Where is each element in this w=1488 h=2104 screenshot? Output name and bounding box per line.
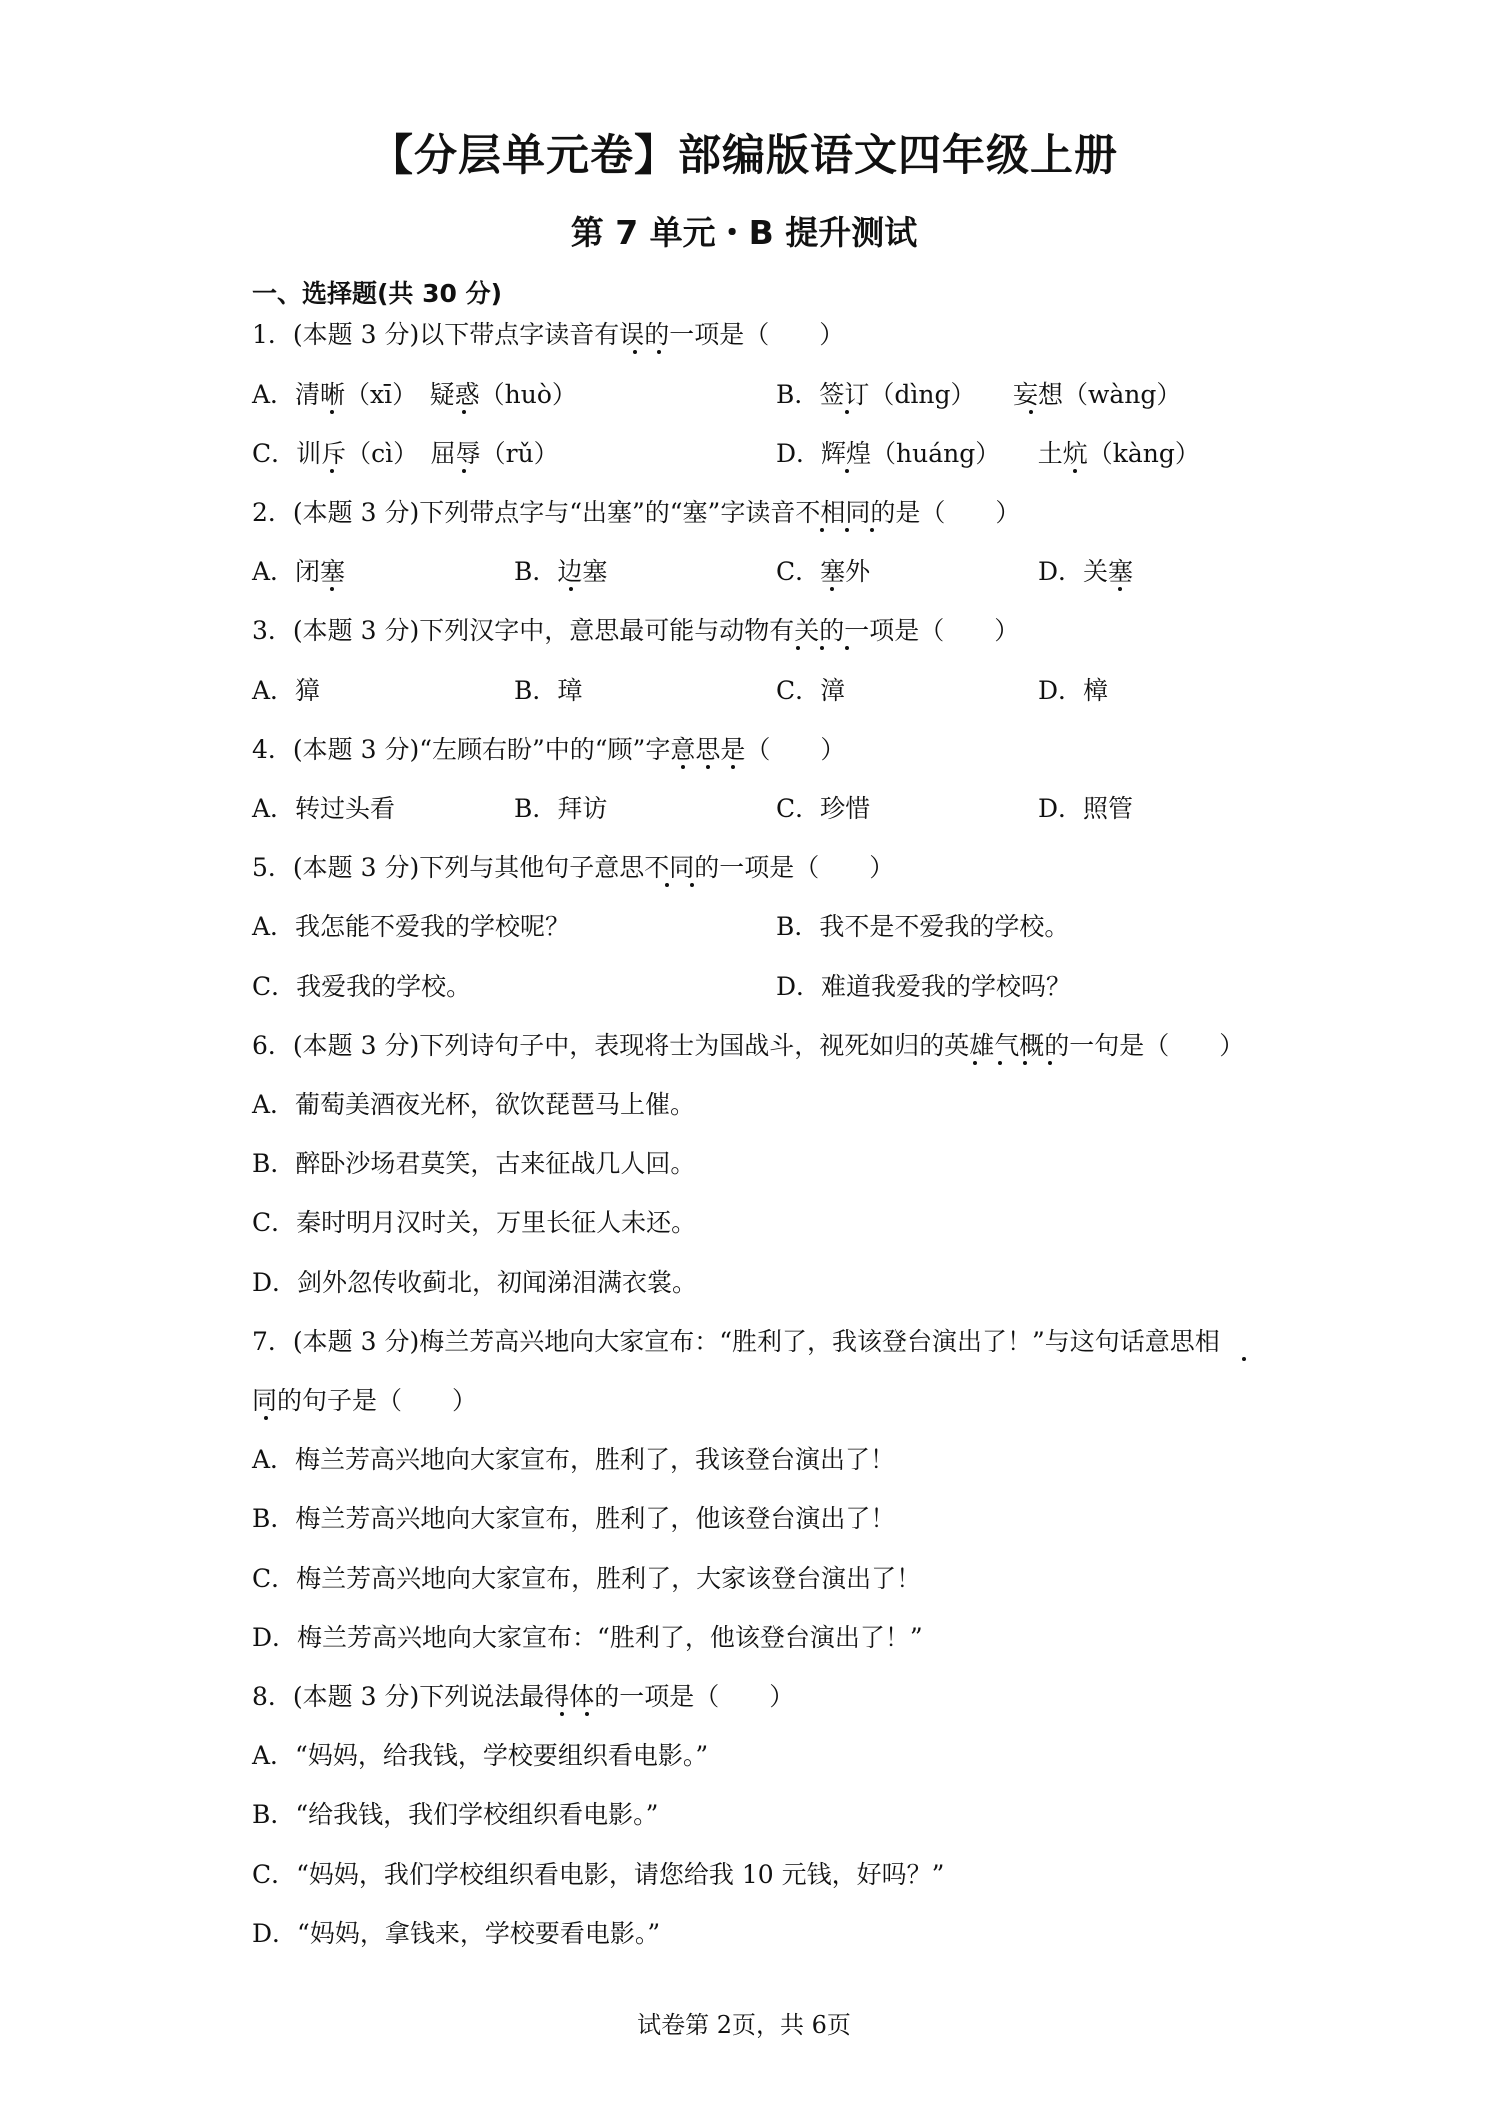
q8-option-c: C．“妈妈，我们学校组织看电影，请您给我 10 元钱，好吗？” [252,1860,945,1889]
emphasis-dot [820,528,824,532]
question-1: 1．(本题 3 分)以下带点字读音有误的一项是（ ） [252,320,845,349]
q1-option-d: D．辉煌（huáng） 土炕（kàng） [776,439,1200,468]
emphasis-dot [1118,587,1122,591]
emphasis-dot [264,1416,268,1420]
emphasis-dot [845,528,849,532]
q4-option-a: A．转过头看 [252,794,396,823]
q5-option-d: D．难道我爱我的学校吗？ [776,972,1072,1001]
emphasis-dot [330,469,334,473]
emphasis-dot [1242,1357,1246,1361]
q3-option-b: B．璋 [514,676,583,705]
emphasis-dot [1048,1061,1052,1065]
q1-option-a: A．清晰（xī） 疑惑（huò） [252,380,577,409]
q6-option-c: C．秦时明月汉时关，万里长征人未还。 [252,1208,697,1237]
question-7-continued: 同的句子是（ ） [252,1386,478,1415]
emphasis-dot [665,883,669,887]
q7-option-c: C．梅兰芳高兴地向大家宣布，胜利了，大家该登台演出了！ [252,1564,922,1593]
question-6: 6．(本题 3 分)下列诗句子中，表现将士为国战斗，视死如归的英雄气概的一句是（ ） [252,1031,1245,1060]
page-title: 【分层单元卷】部编版语文四年级上册 [370,131,1118,181]
emphasis-dot [330,410,334,414]
question-4: 4．(本题 3 分)“左顾右盼”中的“顾”字意思是（ ） [252,735,846,764]
q7-option-d: D．梅兰芳高兴地向大家宣布：“胜利了，他该登台演出了！” [252,1623,923,1652]
q3-option-c: C．漳 [776,676,846,705]
section-heading: 一、选择题(共 30 分) [252,279,503,308]
emphasis-dot [462,410,466,414]
q6-option-b: B．醉卧沙场君莫笑，古来征战几人回。 [252,1149,696,1178]
q2-option-b: B．边塞 [514,557,608,586]
emphasis-dot [1029,410,1033,414]
page-footer: 试卷第 2页，共 6页 [637,2011,851,2039]
emphasis-dot [681,765,685,769]
emphasis-dot [1073,469,1077,473]
q8-option-b: B．“给我钱，我们学校组织看电影。” [252,1800,659,1829]
q7-option-b: B．梅兰芳高兴地向大家宣布，胜利了，他该登台演出了！ [252,1504,896,1533]
emphasis-dot [731,765,735,769]
q6-option-d: D．剑外忽传收蓟北，初闻涕泪满衣裳。 [252,1268,698,1297]
emphasis-dot [845,646,849,650]
q8-option-d: D．“妈妈，拿钱来，学校要看电影。” [252,1919,661,1948]
question-7: 7．(本题 3 分)梅兰芳高兴地向大家宣布：“胜利了，我该登台演出了！”与这句话意思相 [252,1327,1220,1356]
q1-option-c: C．训斥（cì） 屈辱（rǔ） [252,439,559,468]
emphasis-dot [657,350,661,354]
q5-option-a: A．我怎能不爱我的学校呢？ [252,912,571,941]
emphasis-dot [845,469,849,473]
emphasis-dot [820,646,824,650]
emphasis-dot [796,646,800,650]
question-8: 8．(本题 3 分)下列说法最得体的一项是（ ） [252,1682,795,1711]
q4-option-c: C．珍惜 [776,794,871,823]
emphasis-dot [462,469,466,473]
question-3: 3．(本题 3 分)下列汉字中，意思最可能与动物有关的一项是（ ） [252,616,1020,645]
emphasis-dot [560,1712,564,1716]
emphasis-dot [585,1712,589,1716]
question-2: 2．(本题 3 分)下列带点字与“出塞”的“塞”字读音不相同的是（ ） [252,498,1021,527]
q5-option-b: B．我不是不爱我的学校。 [776,912,1070,941]
emphasis-dot [1023,1061,1027,1065]
emphasis-dot [690,883,694,887]
emphasis-dot [973,1061,977,1065]
emphasis-dot [706,765,710,769]
q7-option-a: A．梅兰芳高兴地向大家宣布，胜利了，我该登台演出了！ [252,1445,896,1474]
emphasis-dot [870,528,874,532]
q2-option-c: C．塞外 [776,557,871,586]
q3-option-d: D．樟 [1038,676,1109,705]
q1-option-b: B．签订（dìng） 妄想（wàng） [776,380,1182,409]
q6-option-a: A．葡萄美酒夜光杯，欲饮琵琶马上催。 [252,1090,696,1119]
q4-option-d: D．照管 [1038,794,1134,823]
q5-option-c: C．我爱我的学校。 [252,972,472,1001]
emphasis-dot [998,1061,1002,1065]
q2-option-a: A．闭塞 [252,557,346,586]
page-subtitle: 第 7 单元・B 提升测试 [570,213,918,252]
q8-option-a: A．“妈妈，给我钱，学校要组织看电影。” [252,1741,709,1770]
emphasis-dot [569,587,573,591]
emphasis-dot [830,587,834,591]
emphasis-dot [845,410,849,414]
q3-option-a: A．獐 [252,676,321,705]
question-5: 5．(本题 3 分)下列与其他句子意思不同的一项是（ ） [252,853,895,882]
emphasis-dot [633,350,637,354]
q2-option-d: D．关塞 [1038,557,1134,586]
emphasis-dot [330,587,334,591]
q4-option-b: B．拜访 [514,794,608,823]
